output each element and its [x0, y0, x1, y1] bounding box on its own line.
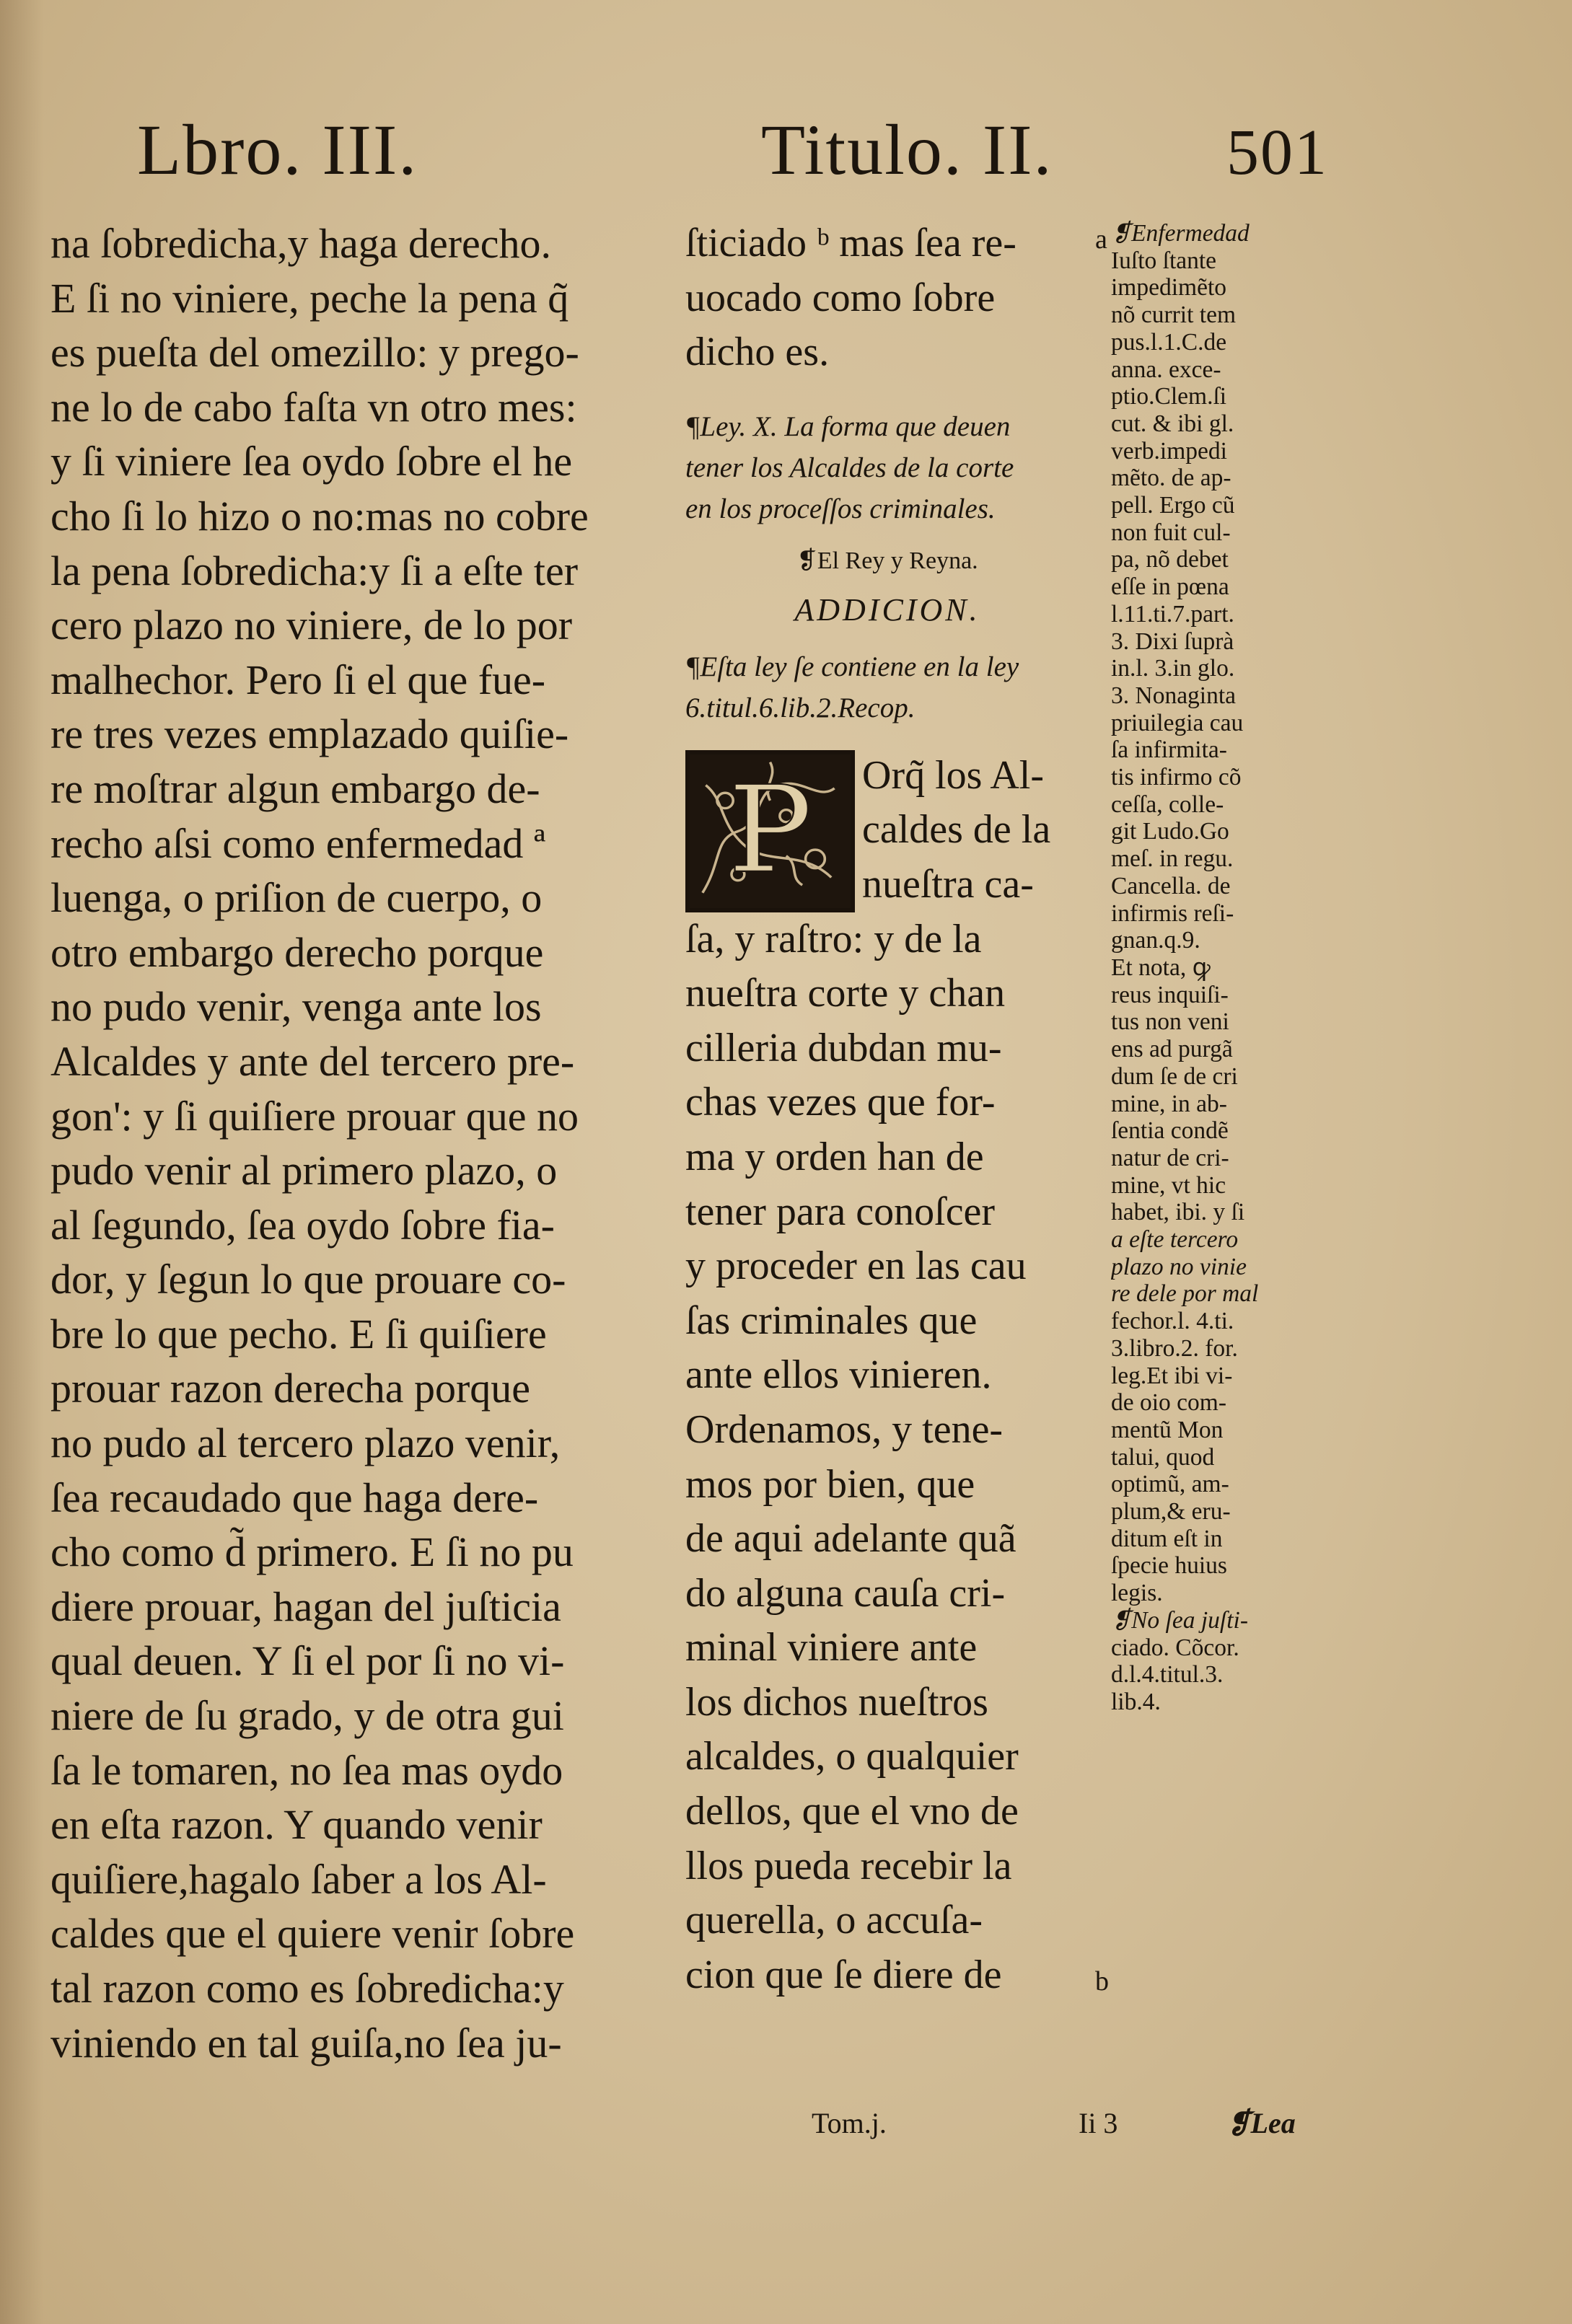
gloss-line: anna. exce- [1111, 356, 1221, 383]
text-line: ſa, y raſtro: y de la [685, 916, 982, 961]
text-line: qual deuen. Y ſi el por ſi no vi- [51, 1637, 565, 1685]
text-line: alcaldes, o qualquier [685, 1734, 1019, 1779]
gloss-line: priuilegia cau [1111, 709, 1244, 736]
gloss-line: meſ. in regu. [1111, 845, 1234, 873]
text-line: gon': y ſi quiſiere prouar que no [51, 1092, 579, 1140]
text-line: pudo venir al primero plazo, o [51, 1147, 558, 1194]
text-line: chas vezes que for- [685, 1080, 996, 1125]
gloss-line: nõ currit tem [1111, 301, 1237, 329]
text-line: Orq̃ los Al- [862, 752, 1044, 798]
gloss-line: talui, quod [1111, 1443, 1215, 1471]
running-head-title: Titulo. II. [761, 110, 1053, 190]
gloss-line: natur de cri- [1111, 1144, 1229, 1171]
gloss-line: lib.4. [1111, 1688, 1161, 1715]
text-line: caldes de la [862, 807, 1051, 853]
gloss-line: ciado. Cõcor. [1111, 1634, 1239, 1661]
footer-volume: Tom.j. [812, 2107, 887, 2139]
gloss-line: pus.l.1.C.de [1111, 328, 1227, 356]
text-line: no pudo venir, venga ante los [51, 983, 542, 1031]
text-line: cho ſi lo hizo o no:mas no cobre [51, 492, 589, 540]
text-line: ſas criminales que [685, 1298, 978, 1343]
note-marker-b: b [1095, 1966, 1109, 1997]
text-line: otro embargo derecho porque [51, 928, 544, 976]
left-text-column [51, 216, 635, 2070]
gloss-line: mentũ Mon [1111, 1416, 1224, 1443]
text-line: viniendo en tal guiſa,no ſea ju- [51, 2019, 562, 2066]
text-line: de aqui adelante quã [685, 1516, 1016, 1562]
text-line: caldes que el quiere venir ſobre [51, 1910, 575, 1958]
addicion-heading: ADDICION. [794, 591, 980, 628]
gloss-line: non fuit cul- [1111, 519, 1231, 546]
text-line: uocado como ſobre [685, 275, 996, 320]
gloss-line: dum ſe de cri [1111, 1062, 1238, 1090]
text-line: malhechor. Pero ſi el que fue- [51, 656, 546, 703]
note-marker-a: a [1095, 224, 1107, 255]
gloss-line: impedimẽto [1111, 274, 1227, 301]
gloss-line: git Ludo.Go [1111, 818, 1229, 845]
gloss-line: ens ad purgã [1111, 1036, 1233, 1063]
gloss-line: ſa infirmita- [1111, 736, 1227, 764]
marginal-gloss-column [1111, 220, 1313, 1716]
text-line: do alguna cauſa cri- [685, 1570, 1006, 1616]
gloss-line: ſpecie huius [1111, 1552, 1227, 1580]
gloss-line: mine, vt hic [1111, 1171, 1226, 1199]
text-line: la pena ſobredicha:y ſi a eſte ter [51, 547, 579, 594]
gloss-line: ditum eſt in [1111, 1525, 1223, 1552]
addicion-line: ¶Eſta ley ſe contiene en la ley [685, 651, 1019, 682]
gloss-line: 3. Nonaginta [1111, 682, 1237, 709]
footer-signature: Ii 3 [1079, 2107, 1118, 2139]
gloss-line: 3. Dixi ſuprà [1111, 628, 1234, 655]
binding-shadow [0, 0, 43, 2324]
text-line: recho aſsi como enfermedad ª [51, 819, 545, 867]
gloss-line: Cancella. de [1111, 872, 1231, 899]
middle-body-lines [685, 912, 1089, 2003]
gloss-line: reus inquiſi- [1111, 981, 1229, 1008]
gloss-line: pell. Ergo cũ [1111, 492, 1235, 519]
text-line: cilleria dubdan mu- [685, 1025, 1002, 1070]
footer-catchword: ❡Lea [1226, 2107, 1296, 2139]
gloss-line: eſſe in pœna [1111, 573, 1229, 601]
text-line: y ſi viniere ſea oydo ſobre el he [51, 438, 573, 485]
gloss-line: gnan.q.9. [1111, 927, 1200, 954]
text-line: re tres vezes emplazado quiſie- [51, 710, 569, 758]
gloss-line: legis. [1111, 1580, 1163, 1607]
text-line: es pueſta del omezillo: y prego- [51, 329, 579, 377]
text-line: minal viniere ante [685, 1625, 978, 1671]
gloss-line: d.l.4.titul.3. [1111, 1661, 1224, 1689]
text-line: re moſtrar algun embargo de- [51, 765, 540, 812]
gloss-line: tis infirmo cõ [1111, 764, 1242, 791]
gloss-line: cut. & ibi gl. [1111, 410, 1234, 437]
gloss-line: ❡No ſea juſti- [1111, 1606, 1248, 1634]
text-line: ne lo de cabo faſta vn otro mes: [51, 383, 577, 431]
text-line: y proceder en las cau [685, 1244, 1027, 1289]
middle-opening-lines [685, 216, 1089, 380]
text-line: dicho es. [685, 330, 830, 375]
text-line: Alcaldes y ante del tercero pre- [51, 1037, 575, 1085]
text-line: prouar razon derecha porque [51, 1365, 531, 1412]
text-line: en eſta razon. Y quando venir [51, 1801, 543, 1849]
gloss-line: verb.impedi [1111, 437, 1227, 465]
text-line: cion que ſe diere de [685, 1952, 1002, 1997]
text-line: dor, y ſegun lo que prouare co- [51, 1256, 566, 1303]
gloss-line: ❡Enfermedad [1111, 220, 1250, 247]
decorated-initial-letter [685, 750, 855, 912]
law-heading-line: tener los Alcaldes de la corte [685, 452, 1014, 483]
text-line: na ſobredicha,y haga derecho. [51, 220, 552, 267]
gloss-line: mine, in ab- [1111, 1090, 1227, 1117]
gloss-line: 3.libro.2. for. [1111, 1334, 1238, 1362]
gloss-line: mẽto. de ap- [1111, 465, 1231, 492]
text-line: ante ellos vinieren. [685, 1352, 992, 1398]
text-line: bre lo que pecho. E ſi quiſiere [51, 1310, 547, 1357]
text-line: dellos, que el vno de [685, 1789, 1019, 1834]
running-head-book: Lbro. III. [137, 110, 418, 190]
gloss-line: plazo no vinie [1111, 1253, 1247, 1280]
gloss-line: leg.Et ibi vi- [1111, 1362, 1233, 1389]
gloss-line: optimũ, am- [1111, 1471, 1229, 1498]
addicion-text [685, 646, 1089, 729]
text-line: tener para conoſcer [685, 1189, 996, 1234]
text-line: E ſi no viniere, peche la pena q̃ [51, 274, 569, 322]
gloss-line: ceſſa, colle- [1111, 791, 1224, 818]
text-line: llos pueda recebir la [685, 1843, 1012, 1888]
text-line: luenga, o priſion de cuerpo, o [51, 874, 543, 922]
law-heading [685, 406, 1089, 529]
text-line: los dichos nueſtros [685, 1679, 988, 1725]
text-line: al ſegundo, ſea oydo ſobre fia- [51, 1201, 555, 1249]
gloss-line: pa, nõ debet [1111, 546, 1229, 573]
gloss-line: a eſte tercero [1111, 1226, 1239, 1254]
gloss-line: plum,& eru- [1111, 1498, 1231, 1526]
text-line: nueſtra ca- [862, 861, 1034, 907]
text-line: cho como d̃ primero. E ſi no pu [51, 1528, 574, 1576]
text-line: ma y orden han de [685, 1134, 984, 1179]
folio-number: 501 [1226, 117, 1328, 188]
gloss-line: tus non veni [1111, 1008, 1229, 1036]
text-line: Ordenamos, y tene- [685, 1407, 1004, 1452]
gloss-line: ſentia condẽ [1111, 1117, 1229, 1145]
text-line: ſa le tomaren, no ſea mas oydo [51, 1746, 563, 1794]
text-line: diere prouar, hagan del juſticia [51, 1583, 561, 1630]
gloss-line: de oio com- [1111, 1389, 1227, 1417]
gloss-line: l.11.ti.7.part. [1111, 600, 1234, 628]
gloss-line: ptio.Clem.ſi [1111, 383, 1227, 410]
text-line: cero plazo no viniere, de lo por [51, 602, 573, 649]
text-line: nueſtra corte y chan [685, 971, 1006, 1016]
law-heading-line: ¶Ley. X. La forma que deuen [685, 410, 1011, 442]
kings-attribution: ❡El Rey y Reyna. [796, 547, 978, 574]
middle-text-column [685, 216, 1089, 2002]
gloss-line: re dele por mal [1111, 1280, 1259, 1308]
initial-letter-glyph: P [727, 760, 813, 900]
text-line: no pudo al tercero plazo venir, [51, 1420, 561, 1467]
text-line: ſticiado ᵇ mas ſea re- [685, 221, 1016, 265]
gloss-line: in.l. 3.in glo. [1111, 655, 1235, 682]
gloss-line: infirmis reſi- [1111, 899, 1234, 927]
gloss-line: Et nota, ꝙ [1111, 954, 1211, 981]
gloss-line: Iuſto ſtante [1111, 247, 1217, 274]
addicion-line: 6.titul.6.lib.2.Recop. [685, 692, 915, 723]
text-line: mos por bien, que [685, 1461, 975, 1507]
text-line: niere de ſu grado, y de otra gui [51, 1692, 564, 1740]
text-line: quiſiere,hagalo ſaber a los Al- [51, 1855, 547, 1903]
text-line: ſea recaudado que haga dere- [51, 1474, 539, 1521]
text-line: tal razon como es ſobredicha:y [51, 1965, 564, 2012]
gloss-line: fechor.l. 4.ti. [1111, 1308, 1234, 1335]
law-heading-line: en los proceſſos criminales. [685, 493, 996, 524]
text-line: querella, o accuſa- [685, 1898, 983, 1943]
gloss-line: habet, ibi. y ſi [1111, 1199, 1245, 1226]
